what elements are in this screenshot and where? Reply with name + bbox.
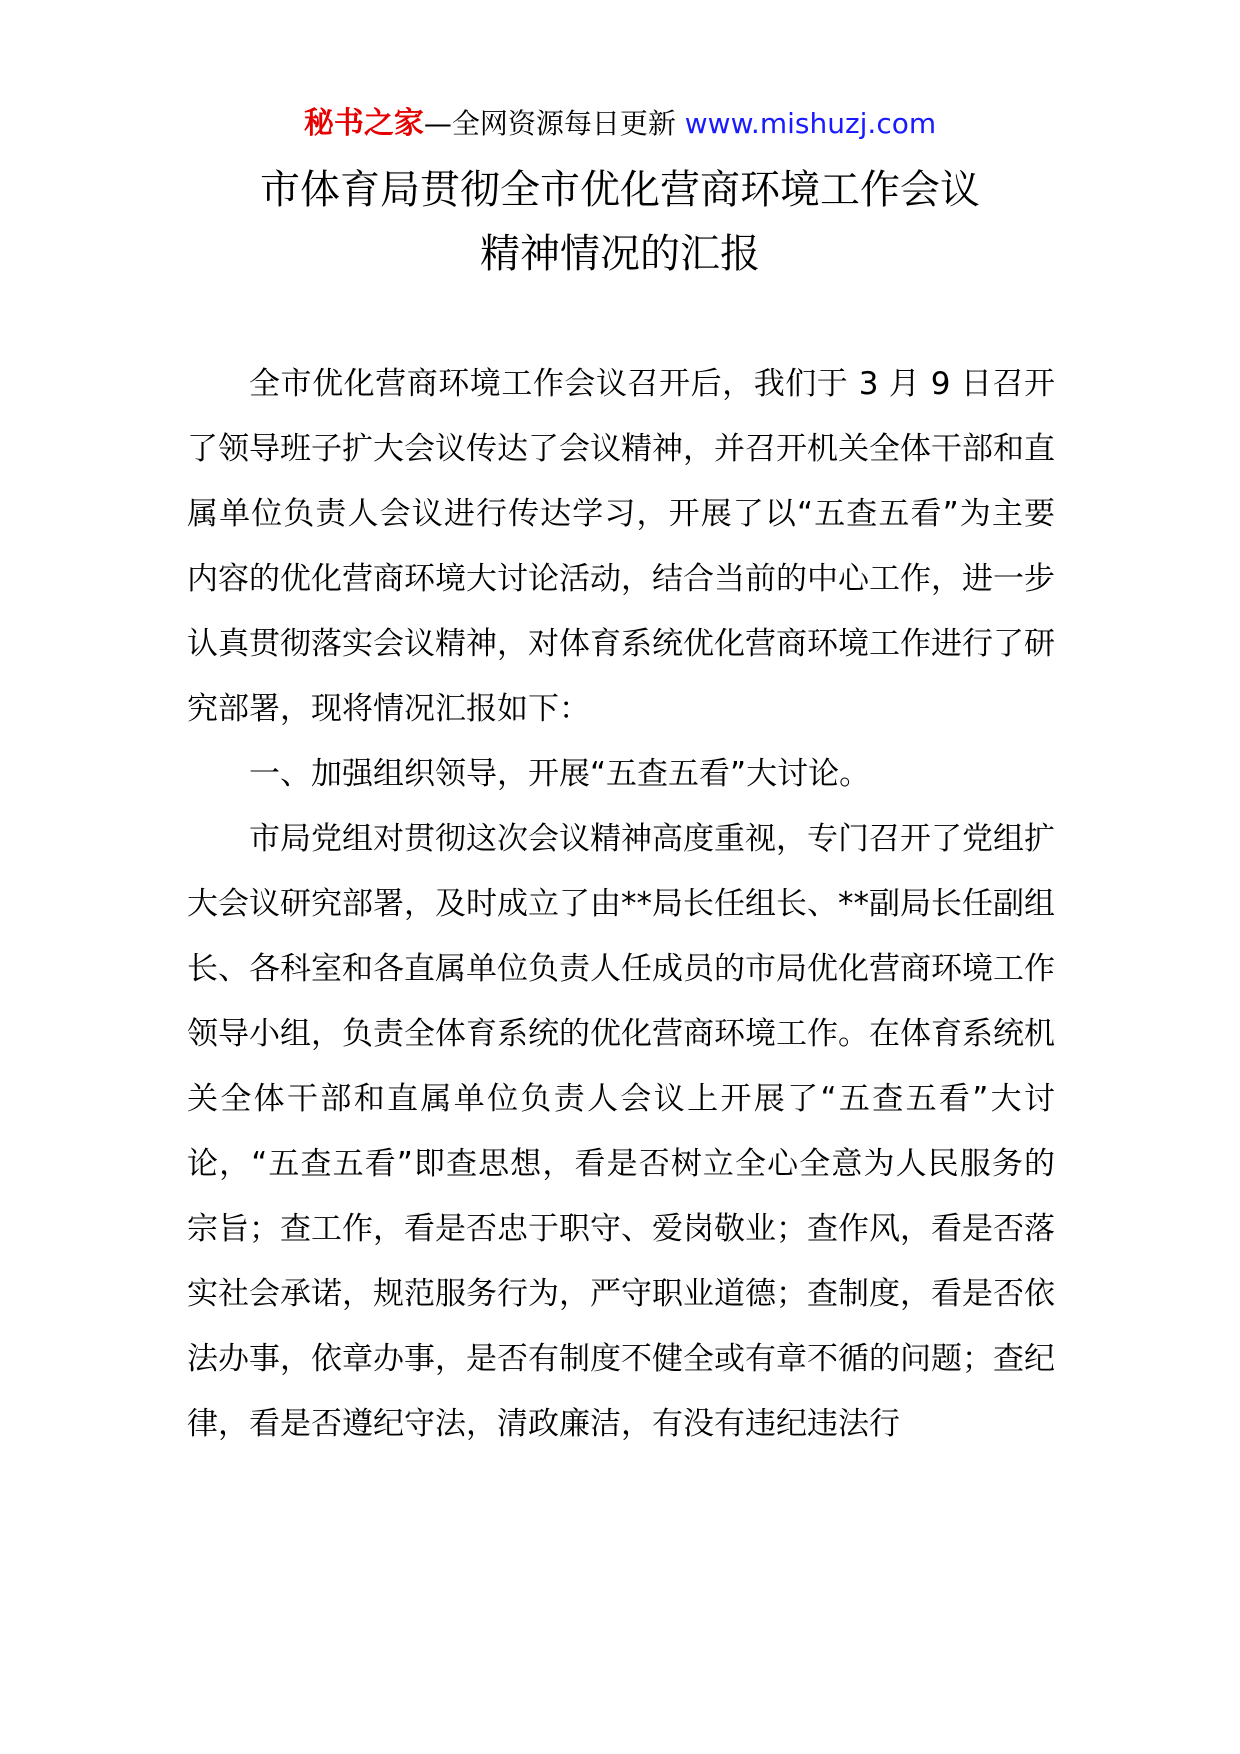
title-line-1: 市体育局贯彻全市优化营商环境工作会议: [260, 167, 980, 213]
brand-name: 秘书之家: [303, 106, 424, 141]
intro-paragraph: 全市优化营商环境工作会议召开后，我们于 3 月 9 日召开了领导班子扩大会议传达了会议精神，并召开机关全体干部和直属单位负责人会议进行传达学习，开展了以“五查五看”为主要内容的优化营商环境大讨论活动，结合当前的中心工作，进一步认真贯彻落实会议精神，对体育系统优化营商环境工作进行了研究部署，现将情况汇报如下：: [187, 366, 1055, 727]
header-slogan: —全网资源每日更新: [423, 107, 676, 140]
section-1-heading: 一、加强组织领导，开展“五查五看”大讨论。: [249, 756, 871, 792]
site-header: [0, 100, 1240, 148]
site-url-link[interactable]: www.mishuzj.com: [684, 107, 937, 140]
document-body: [187, 352, 1055, 1457]
section-1-paragraph: 市局党组对贯彻这次会议精神高度重视，专门召开了党组扩大会议研究部署，及时成立了由**局长任组长、**副局长任副组长、各科室和各直属单位负责人任成员的市局优化营商环境工作领导小组，负责全体育系统的优化营商环境工作。在体育系统机关全体干部和直属单位负责人会议上开展了“五查五看”大讨论，“五查五看”即查思想，看是否树立全心全意为人民服务的宗旨；查工作，看是否忠于职守、爱岗敬业；查作风，看是否落实社会承诺，规范服务行为，严守职业道德；查制度，看是否依法办事，依章办事，是否有制度不健全或有章不循的问题；查纪律，看是否遵纪守法，清政廉洁，有没有违纪违法行: [187, 821, 1055, 1442]
document-title: [0, 158, 1240, 286]
title-line-2: 精神情况的汇报: [480, 231, 760, 277]
